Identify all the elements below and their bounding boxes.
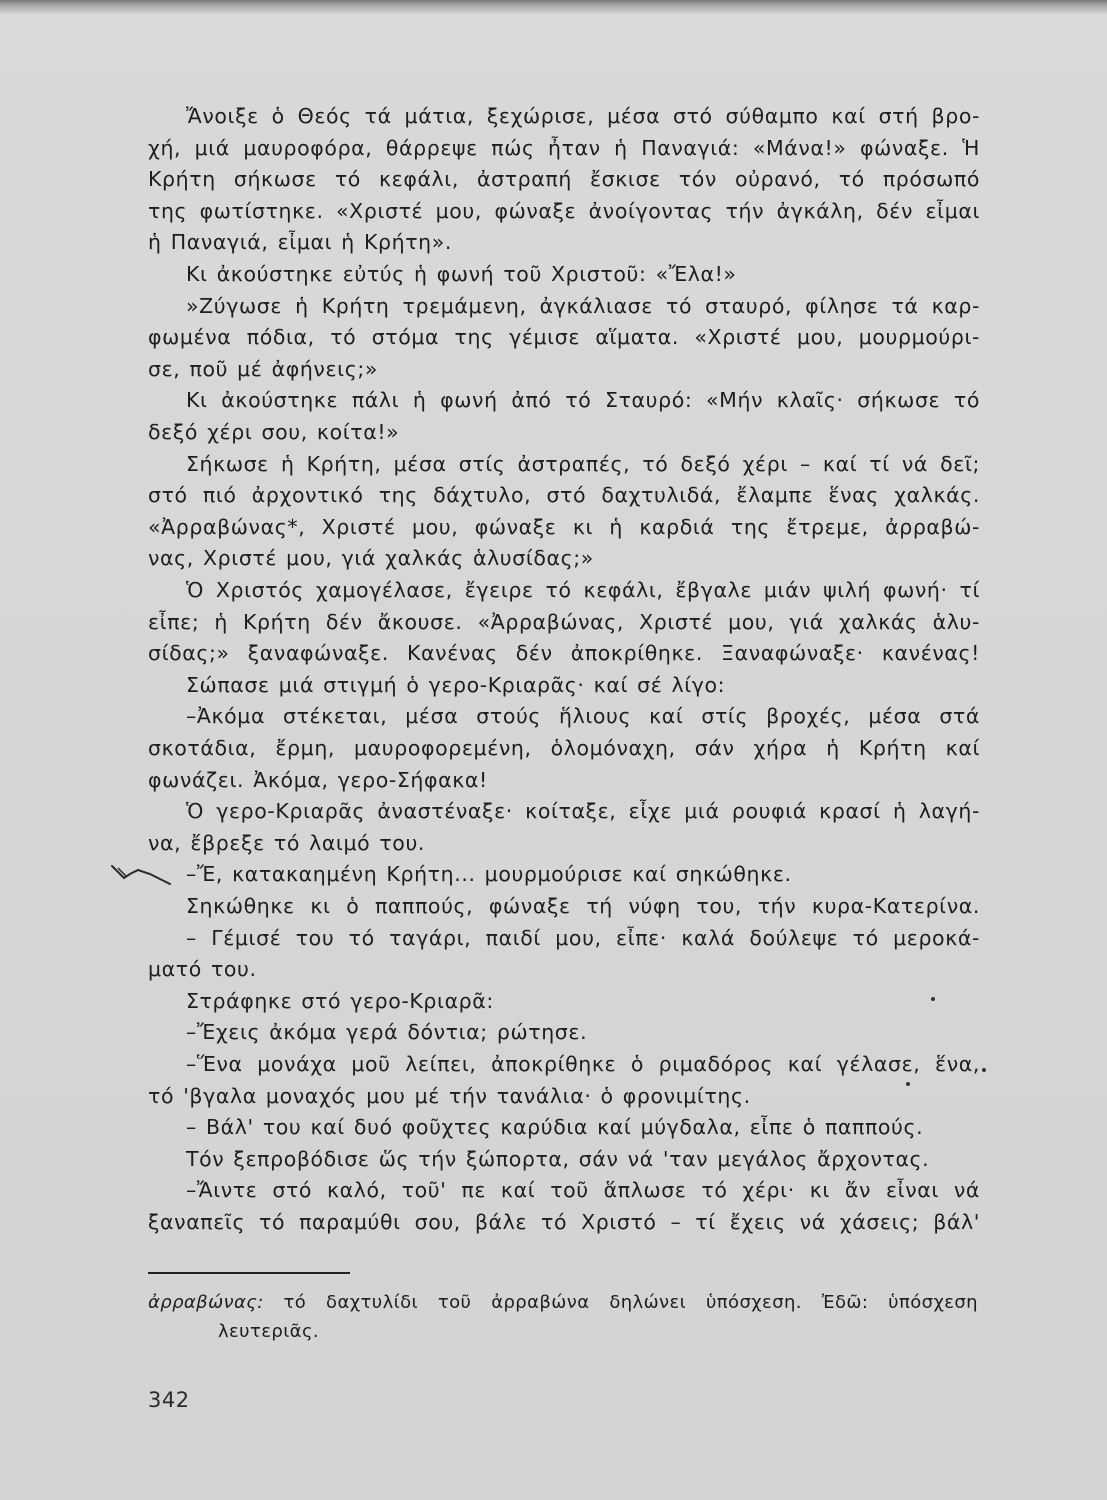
text-line: Τόν ξεπροβόδισε ὥς τήν ξώπορτα, σάν νά 'ταν μεγάλος ἄρχοντας.	[186, 1146, 930, 1171]
text-line: «Ἀρραβώνας*, Χριστέ μου, φώναξε κι ἡ καρδιά της ἔτρεμε, ἀρραβώ-	[148, 514, 980, 539]
text-line: ξαναπεῖς τό παραμύθι σου, βάλε τό Χριστό – τί ἔχεις νά χάσεις; βάλ'	[148, 1210, 980, 1234]
text-line: της φωτίστηκε. «Χριστέ μου, φώναξε ἀνοίγοντας τήν ἀγκάλη, δέν εἶμαι	[148, 198, 980, 223]
text-line: –Ἔχεις ἀκόμα γερά δόντια; ρώτησε.	[186, 1020, 588, 1045]
text-line: σε, ποῦ μέ ἀφήνεις;»	[148, 356, 378, 381]
text-line: Κι ἀκούστηκε πάλι ἡ φωνή ἀπό τό Σταυρό: «Μήν κλαῖς· σήκωσε τό	[186, 388, 980, 413]
text-line: δεξό χέρι σου, κοίτα!»	[148, 420, 400, 444]
text-line: χή, μιά μαυροφόρα, θάρρεψε πώς ἦταν ἡ Παναγιά: «Μάνα!» φώναξε. Ἡ	[148, 135, 980, 160]
ink-speck	[982, 1068, 986, 1072]
text-line: νας, Χριστέ μου, γιά χαλκάς ἁλυσίδας;»	[148, 546, 594, 571]
text-line: ματό του.	[148, 957, 257, 982]
footnote-line-1	[148, 1289, 978, 1316]
text-line: »Ζύγωσε ἡ Κρήτη τρεμάμενη, ἀγκάλιασε τό σταυρό, φίλησε τά καρ-	[186, 293, 980, 318]
footnote-definition: τό δαχτυλίδι τοῦ ἀρραβώνα δηλώνει ὑπόσχεση. Ἐδῶ: ὑπόσχεση	[263, 1292, 978, 1313]
text-line: –Ἄιντε στό καλό, τοῦ' πε καί τοῦ ἅπλωσε τό χέρι· κι ἄν εἶναι νά	[186, 1178, 980, 1203]
text-line: Κρήτη σήκωσε τό κεφάλι, ἀστραπή ἔσκισε τόν οὐρανό, τό πρόσωπό	[148, 167, 980, 192]
ink-speck	[931, 997, 935, 1001]
text-line: τό 'βγαλα μοναχός μου μέ τήν τανάλια· ὁ φρονιμίτης.	[148, 1083, 751, 1108]
footnote-term: ἀρραβώνας:	[148, 1292, 264, 1313]
footnote-rule	[148, 1272, 350, 1274]
text-line: ἡ Παναγιά, εἶμαι ἡ Κρήτη».	[148, 230, 452, 255]
text-line: –Ἕνα μονάχα μοῦ λείπει, ἀποκρίθηκε ὁ ριμαδόρος καί γέλασε, ἕνα,	[186, 1052, 980, 1076]
text-line: στό πιό ἀρχοντικό της δάχτυλο, στό δαχτυλιδά, ἔλαμπε ἕνας χαλκάς.	[148, 483, 980, 508]
text-line: εἶπε; ἡ Κρήτη δέν ἄκουσε. «Ἀρραβώνας, Χριστέ μου, γιά χαλκάς ἁλυ-	[148, 609, 980, 634]
page-number: 342	[148, 1388, 190, 1412]
text-line: Στράφηκε στό γερο-Κριαρᾶ:	[186, 988, 494, 1013]
text-line: Σώπασε μιά στιγμή ὁ γερο-Κριαρᾶς· καί σέ λίγο:	[186, 672, 726, 697]
text-line: Ὁ Χριστός χαμογέλασε, ἔγειρε τό κεφάλι, ἔβγαλε μιάν ψιλή φωνή· τί	[186, 578, 980, 602]
ink-speck	[906, 1082, 910, 1086]
text-line: φωμένα πόδια, τό στόμα της γέμισε αἵματα. «Χριστέ μου, μουρμούρι-	[148, 325, 980, 350]
text-line: – Γέμισέ του τό ταγάρι, παιδί μου, εἶπε· καλά δούλεψε τό μεροκά-	[186, 925, 980, 950]
text-line: φωνάζει. Ἀκόμα, γερο-Σήφακα!	[148, 767, 488, 792]
text-line: Ἄνοιξε ὁ Θεός τά μάτια, ξεχώρισε, μέσα στό σύθαμπο καί στή βρο-	[186, 104, 980, 128]
text-line: Ὁ γερο-Κριαρᾶς ἀναστέναξε· κοίταξε, εἶχε μιά ρουφιά κρασί ἡ λαγή-	[186, 799, 980, 824]
text-line: να, ἔβρεξε τό λαιμό του.	[148, 830, 426, 855]
text-line: Σηκώθηκε κι ὁ παππούς, φώναξε τή νύφη του, τήν κυρα-Κατερίνα.	[186, 894, 980, 918]
text-line: Σήκωσε ἡ Κρήτη, μέσα στίς ἀστραπές, τό δεξό χέρι – καί τί νά δεῖ;	[186, 451, 980, 476]
scan-top-edge	[0, 0, 1107, 14]
pen-mark-icon	[110, 860, 190, 890]
text-line: –Ἀκόμα στέκεται, μέσα στούς ἥλιους καί στίς βροχές, μέσα στά	[186, 704, 980, 729]
text-line: –Ἔ, κατακαημένη Κρήτη... μουρμούρισε καί σηκώθηκε.	[186, 862, 792, 887]
text-line: σίδας;» ξαναφώναξε. Κανένας δέν ἀποκρίθηκε. Ξαναφώναξε· κανένας!	[148, 641, 980, 666]
text-line: Κι ἀκούστηκε εὐτύς ἡ φωνή τοῦ Χριστοῦ: «Ἔλα!»	[186, 262, 737, 286]
footnote-line-2: λευτεριᾶς.	[218, 1321, 320, 1342]
text-line: – Βάλ' του καί δυό φοῦχτες καρύδια καί μύγδαλα, εἶπε ὁ παππούς.	[186, 1115, 924, 1140]
text-line: σκοτάδια, ἔρμη, μαυροφορεμένη, ὁλομόναχη, σάν χήρα ἡ Κρήτη καί	[148, 736, 980, 760]
